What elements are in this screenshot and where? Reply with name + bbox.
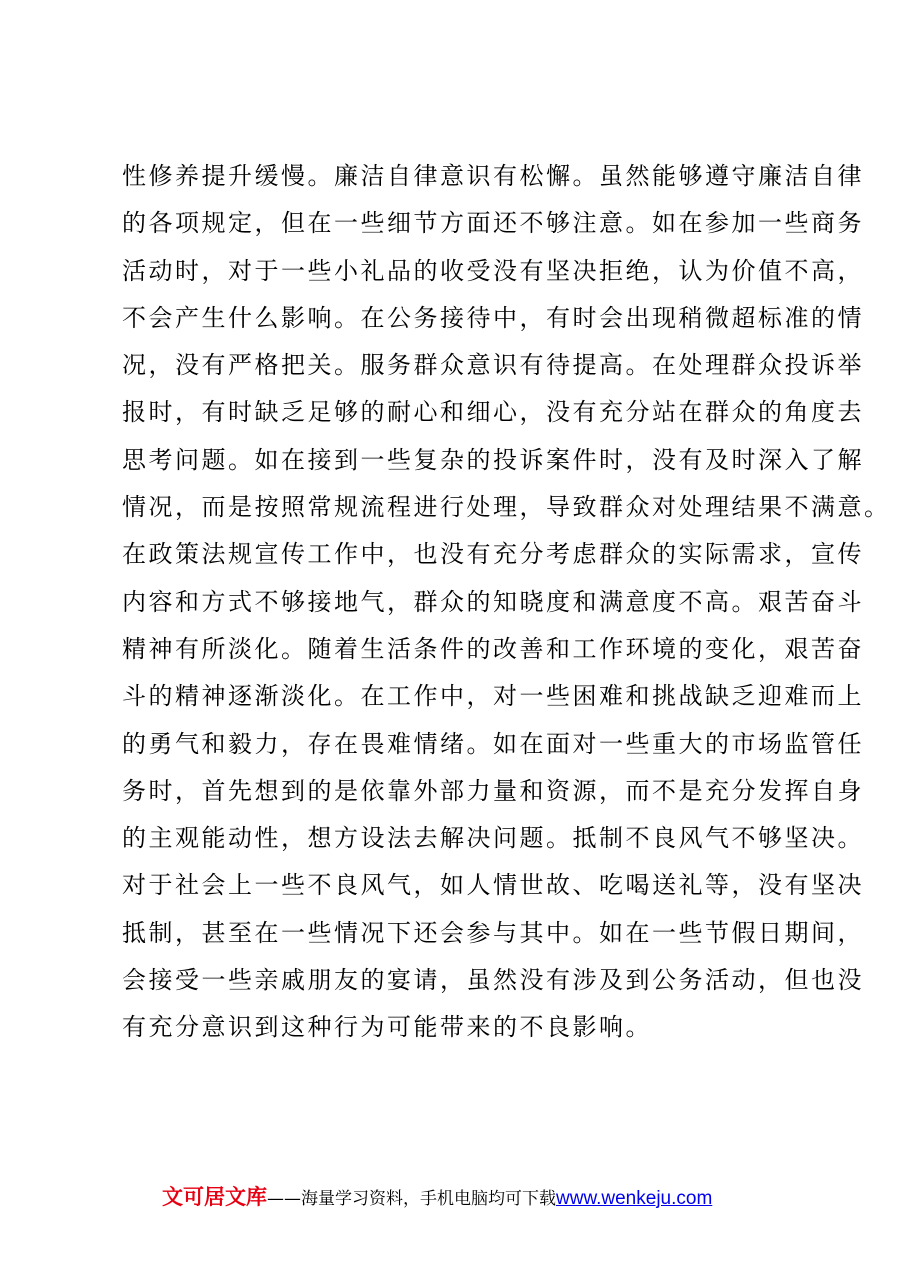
footer-description: ——海量学习资料，手机电脑均可下载 [267,1189,556,1209]
text-line: 思考问题。如在接到一些复杂的投诉案件时，没有及时深入了解 [122,445,864,474]
text-line: 况，没有严格把关。服务群众意识有待提高。在处理群众投诉举 [122,351,864,380]
text-line: 活动时，对于一些小礼品的收受没有坚决拒绝，认为价值不高， [122,256,864,285]
text-line: 会接受一些亲戚朋友的宴请，虽然没有涉及到公务活动，但也没 [122,966,864,995]
text-line: 情况，而是按照常规流程进行处理，导致群众对处理结果不满意。 [122,493,891,522]
text-line: 精神有所淡化。随着生活条件的改善和工作环境的变化，艰苦奋 [122,634,864,663]
text-line: 对于社会上一些不良风气，如人情世故、吃喝送礼等，没有坚决 [122,871,864,900]
text-line: 的主观能动性，想方设法去解决问题。抵制不良风气不够坚决。 [122,824,864,853]
footer-link[interactable]: www.wenkeju.com [556,1188,713,1209]
text-line: 性修养提升缓慢。廉洁自律意识有松懈。虽然能够遵守廉洁自律 [122,162,864,190]
text-line: 有充分意识到这种行为可能带来的不良影响。 [122,1013,652,1042]
text-line: 抵制，甚至在一些情况下还会参与其中。如在一些节假日期间， [122,918,864,947]
text-line: 斗的精神逐渐淡化。在工作中，对一些困难和挑战缺乏迎难而上 [122,682,864,711]
text-line: 内容和方式不够接地气，群众的知晓度和满意度不高。艰苦奋斗 [122,587,864,616]
footer [162,1181,712,1213]
text-line: 报时，有时缺乏足够的耐心和细心，没有充分站在群众的角度去 [122,398,864,427]
text-line: 在政策法规宣传工作中，也没有充分考虑群众的实际需求，宣传 [122,540,864,569]
footer-brand: 文可居文库 [162,1185,267,1209]
text-line: 不会产生什么影响。在公务接待中，有时会出现稍微超标准的情 [122,303,864,332]
body-text [122,153,891,1052]
text-line: 的勇气和毅力，存在畏难情绪。如在面对一些重大的市场监管任 [122,729,864,758]
text-line: 的各项规定，但在一些细节方面还不够注意。如在参加一些商务 [122,209,864,238]
text-line: 务时，首先想到的是依靠外部力量和资源，而不是充分发挥自身 [122,776,864,805]
